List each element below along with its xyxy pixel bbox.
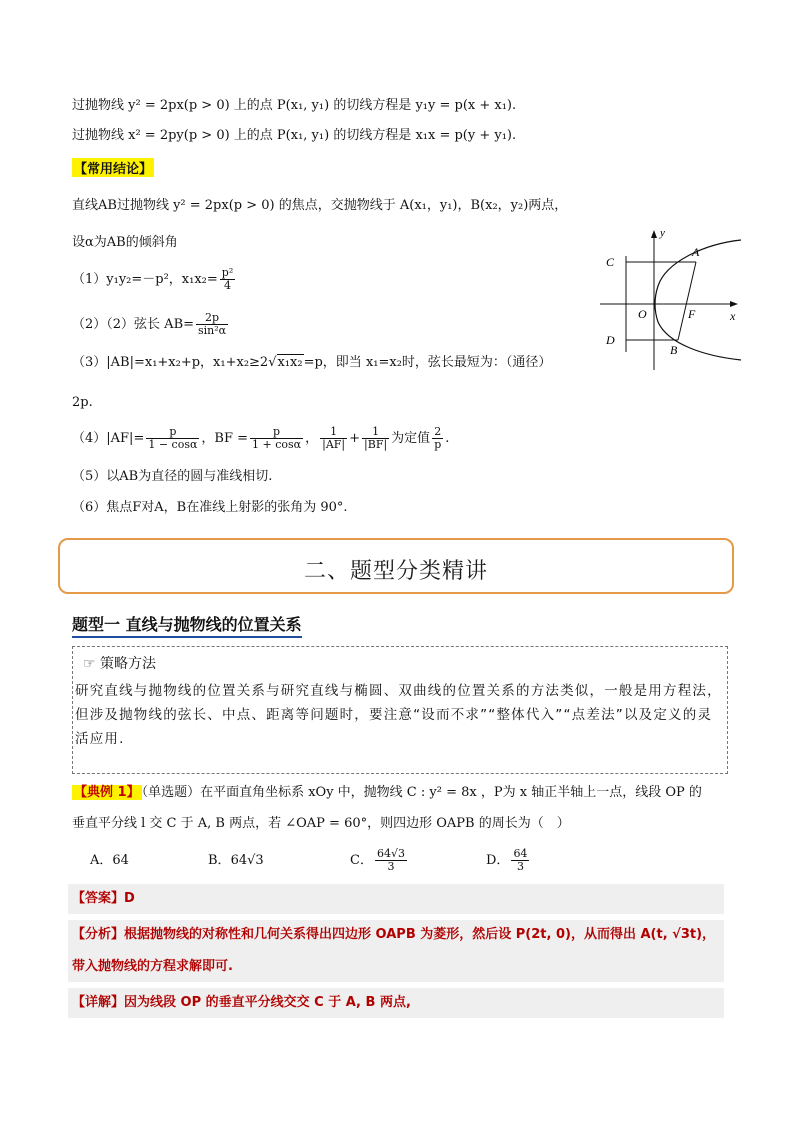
y-axis-arrow xyxy=(651,230,657,238)
section-title: 二、题型分类精讲 xyxy=(303,559,488,584)
fraction-denominator: sin²α xyxy=(198,324,227,337)
angle-definition: 设α为AB的倾斜角 xyxy=(72,235,178,250)
example-text-1: （单选题）在平面直角坐标系 xOy 中，抛物线 C : y² = 8x ，P为 x 轴正半轴上一点，线段 OP 的 xyxy=(141,785,702,800)
fraction-denominator: 4 xyxy=(224,279,232,292)
conclusion-3 xyxy=(72,354,551,372)
option-b-label: B． xyxy=(208,853,231,868)
analysis-block xyxy=(68,920,724,982)
section-banner xyxy=(58,538,734,594)
figure-label: x xyxy=(730,309,736,323)
sqrt-symbol: √ xyxy=(268,355,277,370)
fraction xyxy=(320,426,347,451)
option-b[interactable] xyxy=(208,852,264,870)
tangent-line-2: 过抛物线 x² = 2py(p > 0) 上的点 P(x₁, y₁) 的切线方程是 x₁x = p(y + y₁). xyxy=(72,128,517,143)
figure-label: O xyxy=(638,307,647,321)
conclusions-tag: 【常用结论】 xyxy=(72,158,154,177)
parabola-figure xyxy=(596,226,746,372)
fraction-numerator: p² xyxy=(221,266,234,279)
plus-sign: + xyxy=(349,431,361,446)
conclusion-4-text-d: 为定值 xyxy=(391,431,431,446)
conclusion-1 xyxy=(72,266,237,294)
option-c[interactable] xyxy=(350,846,409,876)
example-tag: 【典例 1】 xyxy=(74,785,140,800)
fraction-numerator: 2p xyxy=(196,312,228,325)
conclusion-3-continued: 2p. xyxy=(72,395,93,410)
conclusion-4-text-c: ， xyxy=(305,431,319,446)
figure-label: C xyxy=(606,255,615,269)
fraction-numerator: 1 xyxy=(362,426,389,439)
fraction-numerator: 64 xyxy=(513,847,528,860)
chord-ab xyxy=(678,262,696,340)
figure-label: F xyxy=(688,307,696,321)
conclusion-2-text: （2）（2）弦长 AB= xyxy=(72,317,195,332)
fraction xyxy=(146,426,199,451)
topic-heading: 题型一 直线与抛物线的位置关系 xyxy=(72,612,302,638)
fraction-denominator: 3 xyxy=(516,860,524,873)
analysis-text-2: 带入抛物线的方程求解即可. xyxy=(72,959,233,974)
fraction-numerator: 1 xyxy=(320,426,347,439)
x-axis-arrow xyxy=(730,301,738,307)
conclusion-2 xyxy=(72,311,230,339)
option-d[interactable] xyxy=(486,846,531,876)
fraction xyxy=(250,426,303,451)
fraction xyxy=(362,426,389,451)
sqrt-radicand: x₁x₂ xyxy=(277,355,303,370)
conclusion-4-text-a: （4）|AF|= xyxy=(72,431,145,446)
conclusion-4-text-b: ，BF = xyxy=(201,431,249,446)
fraction-numerator: p xyxy=(250,426,303,439)
fraction-denominator: |BF| xyxy=(364,438,388,451)
fraction-numerator: 64√3 xyxy=(376,847,405,860)
option-c-label: C． xyxy=(350,853,373,868)
conclusion-6: （6）焦点F对A，B在准线上射影的张角为 90°. xyxy=(72,500,348,515)
fraction-numerator: p xyxy=(146,426,199,439)
figure-label: A xyxy=(692,245,700,259)
intro-line: 直线AB过抛物线 y² = 2px(p > 0) 的焦点，交抛物线于 A(x₁，y₁)，B(x₂，y₂)两点， xyxy=(72,198,568,213)
pointing-hand-icon: ☞ xyxy=(83,656,96,672)
example-line-2: 垂直平分线 l 交 C 于 A, B 两点，若 ∠OAP = 60°，则四边形 OAPB 的周长为（ ） xyxy=(72,816,570,831)
detail-text: 【详解】因为线段 OP 的垂直平分线交交 C 于 A, B 两点, xyxy=(72,995,411,1010)
fraction xyxy=(432,426,443,451)
fraction-denominator: 1 − cosα xyxy=(148,438,198,451)
option-b-value: 64√3 xyxy=(230,853,264,868)
strategy-header xyxy=(83,653,156,673)
fraction-denominator: p xyxy=(434,438,442,451)
fraction-denominator: 3 xyxy=(387,860,395,873)
strategy-body: 研究直线与抛物线的位置关系与研究直线与椭圆、双曲线的位置关系的方法类似，一般是用方程法，但涉及抛物线的弦长、中点、距离等问题时，要注意“设而不求”“整体代入”“点差法”以及定义的灵活应用. xyxy=(75,683,722,747)
fraction xyxy=(220,267,235,292)
answer-text: 【答案】D xyxy=(72,891,135,906)
strategy-box xyxy=(72,646,728,774)
example-line-1 xyxy=(72,784,702,802)
detail-block xyxy=(68,988,724,1018)
strategy-title: 策略方法 xyxy=(100,656,157,672)
conclusion-4 xyxy=(72,424,449,454)
tangent-line-1: 过抛物线 y² = 2px(p > 0) 上的点 P(x₁, y₁) 的切线方程是 y₁y = p(x + x₁). xyxy=(72,98,517,113)
option-a[interactable]: A．64 xyxy=(90,853,129,868)
conclusion-3-text-b: =p，即当 x₁=x₂时，弦长最短为：（通径） xyxy=(303,355,552,370)
conclusion-1-text: （1）y₁y₂=－p²，x₁x₂= xyxy=(72,272,218,287)
figure-label: B xyxy=(670,343,678,357)
conclusion-4-text-e: . xyxy=(445,431,450,446)
analysis-text-1: 【分析】根据抛物线的对称性和几何关系得出四边形 OAPB 为菱形，然后设 P(2t, 0)，从而得出 A(t, √3t)， xyxy=(72,927,716,942)
figure-label: y xyxy=(660,227,665,239)
conclusion-3-text-a: （3）|AB|=x₁+x₂+p，x₁+x₂≥2 xyxy=(72,355,269,370)
fraction xyxy=(375,848,407,873)
fraction xyxy=(196,312,228,337)
fraction-denominator: 1 + cosα xyxy=(252,438,302,451)
answer-block xyxy=(68,884,724,914)
option-d-label: D． xyxy=(486,853,510,868)
fraction-numerator: 2 xyxy=(432,426,443,439)
figure-label: D xyxy=(606,333,615,347)
conclusion-5: （5）以AB为直径的圆与准线相切. xyxy=(72,469,273,484)
fraction-denominator: |AF| xyxy=(322,438,346,451)
fraction xyxy=(511,848,529,873)
